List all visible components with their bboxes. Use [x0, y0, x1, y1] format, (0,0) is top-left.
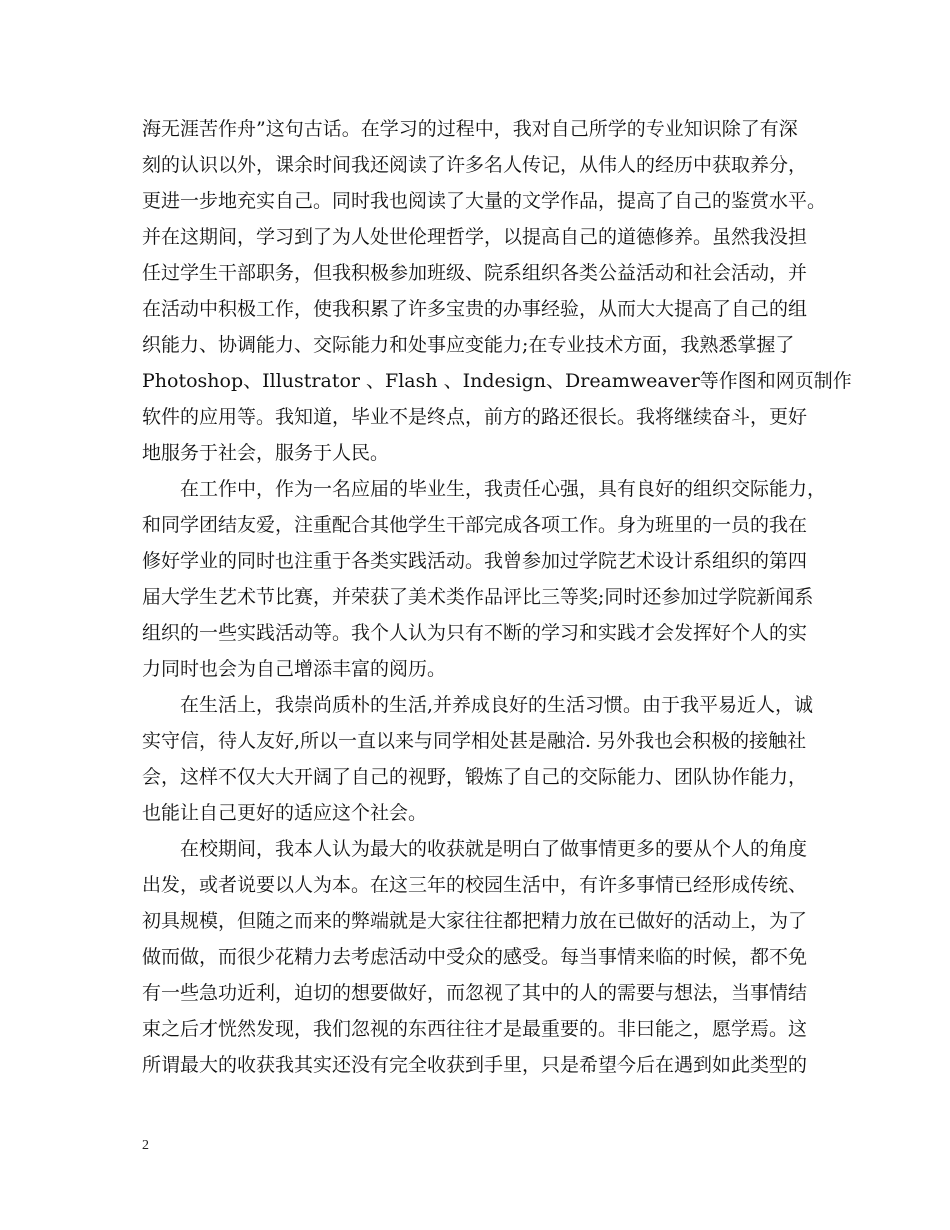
text-line: 并在这期间，学习到了为人处世伦理哲学，以提高自己的道德修养。虽然我没担 — [142, 226, 808, 248]
text-line: 修好学业的同时也注重于各类实践活动。我曾参加过学院艺术设计系组织的第四 — [142, 550, 808, 572]
text-line: 也能让自己更好的适应这个社会。 — [142, 802, 428, 824]
text-line: 做而做，而很少花精力去考虑活动中受众的感受。每当事情来临的时候，都不免 — [142, 946, 808, 968]
text-line: 出发，或者说要以人为本。在这三年的校园生活中，有许多事情已经形成传统、 — [142, 874, 808, 896]
text-line: 织能力、协调能力、交际能力和处事应变能力;在专业技术方面，我熟悉掌握了 — [142, 334, 795, 356]
text-line: 束之后才恍然发现，我们忽视的东西往往才是最重要的。非曰能之，愿学焉。这 — [142, 1018, 808, 1040]
text-line: 会，这样不仅大大开阔了自己的视野，锻炼了自己的交际能力、团队协作能力， — [142, 766, 808, 788]
page-number: 2 — [142, 1138, 149, 1153]
text-line: 刻的认识以外，课余时间我还阅读了许多名人传记，从伟人的经历中获取养分， — [142, 154, 808, 176]
text-line: 更进一步地充实自己。同时我也阅读了大量的文学作品，提高了自己的鉴赏水平。 — [142, 190, 827, 212]
text-line: 在活动中积极工作，使我积累了许多宝贵的办事经验，从而大大提高了自己的组 — [142, 298, 808, 320]
text-line: 初具规模，但随之而来的弊端就是大家往往都把精力放在已做好的活动上，为了 — [142, 910, 808, 932]
paragraph-first-line: 在生活上，我崇尚质朴的生活,并养成良好的生活习惯。由于我平易近人，诚 — [180, 694, 814, 716]
text-line: 海无涯苦作舟”这句古话。在学习的过程中，我对自己所学的专业知识除了有深 — [142, 118, 798, 140]
text-line: Photoshop、Illustrator 、Flash 、Indesign、Dreamweaver等作图和网页制作 — [142, 370, 852, 392]
text-line: 实守信，待人友好,所以一直以来与同学相处甚是融洽. 另外我也会积极的接触社 — [142, 730, 807, 752]
text-line: 届大学生艺术节比赛，并荣获了美术类作品评比三等奖;同时还参加过学院新闻系 — [142, 586, 814, 608]
text-line: 力同时也会为自己增添丰富的阅历。 — [142, 658, 447, 680]
text-line: 任过学生干部职务，但我积极参加班级、院系组织各类公益活动和社会活动，并 — [142, 262, 808, 284]
text-line: 组织的一些实践活动等。我个人认为只有不断的学习和实践才会发挥好个人的实 — [142, 622, 808, 644]
paragraph-first-line: 在校期间，我本人认为最大的收获就是明白了做事情更多的要从个人的角度 — [180, 838, 808, 860]
paragraph-first-line: 在工作中，作为一名应届的毕业生，我责任心强，具有良好的组织交际能力， — [180, 478, 827, 500]
text-line: 所谓最大的收获我其实还没有完全收获到手里，只是希望今后在遇到如此类型的 — [142, 1054, 808, 1076]
text-line: 和同学团结友爱，注重配合其他学生干部完成各项工作。身为班里的一员的我在 — [142, 514, 808, 536]
text-line: 软件的应用等。我知道，毕业不是终点，前方的路还很长。我将继续奋斗，更好 — [142, 406, 808, 428]
text-line: 地服务于社会，服务于人民。 — [142, 442, 390, 464]
text-line: 有一些急功近利，迫切的想要做好，而忽视了其中的人的需要与想法，当事情结 — [142, 982, 808, 1004]
